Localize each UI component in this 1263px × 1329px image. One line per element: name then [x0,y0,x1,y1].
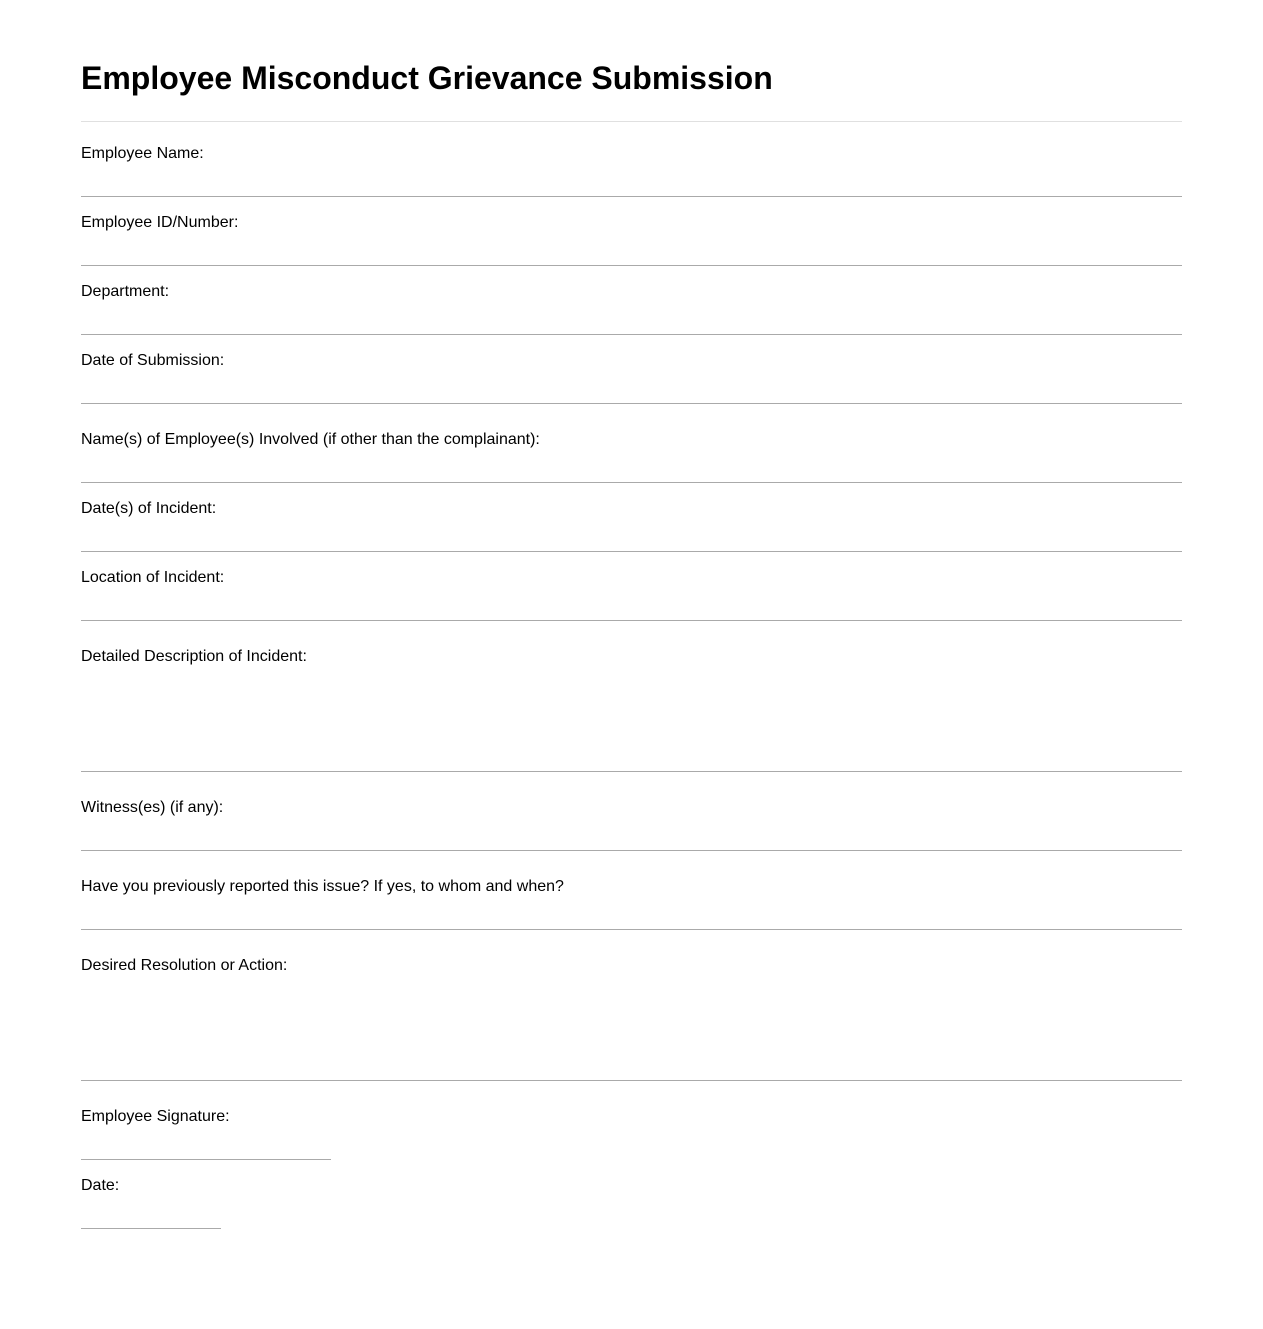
previously-reported-label: Have you previously reported this issue? If yes, to whom and when? [81,878,564,895]
date-of-submission-input[interactable] [81,376,1182,404]
previously-reported-input[interactable] [81,902,1182,930]
employee-signature-label: Employee Signature: [81,1108,230,1125]
incident-dates-label: Date(s) of Incident: [81,500,217,517]
employee-signature-input[interactable] [81,1132,331,1160]
signature-date-input[interactable] [81,1201,221,1229]
incident-description-textarea[interactable] [81,672,1182,772]
employee-id-label: Employee ID/Number: [81,214,239,231]
witnesses-label: Witness(es) (if any): [81,799,224,816]
employee-name-label: Employee Name: [81,145,204,162]
date-of-submission-label: Date of Submission: [81,352,225,369]
employees-involved-label: Name(s) of Employee(s) Involved (if other than the complainant): [81,431,540,448]
desired-resolution-textarea[interactable] [81,981,1182,1081]
signature-date-label: Date: [81,1177,120,1194]
incident-description-label: Detailed Description of Incident: [81,648,307,665]
header-divider [81,121,1182,122]
employees-involved-input[interactable] [81,455,1182,483]
desired-resolution-label: Desired Resolution or Action: [81,957,288,974]
incident-dates-input[interactable] [81,524,1182,552]
incident-location-label: Location of Incident: [81,569,225,586]
department-input[interactable] [81,307,1182,335]
employee-id-input[interactable] [81,238,1182,266]
witnesses-input[interactable] [81,823,1182,851]
department-label: Department: [81,283,170,300]
page-title: Employee Misconduct Grievance Submission [81,60,773,96]
incident-location-input[interactable] [81,593,1182,621]
employee-name-input[interactable] [81,169,1182,197]
